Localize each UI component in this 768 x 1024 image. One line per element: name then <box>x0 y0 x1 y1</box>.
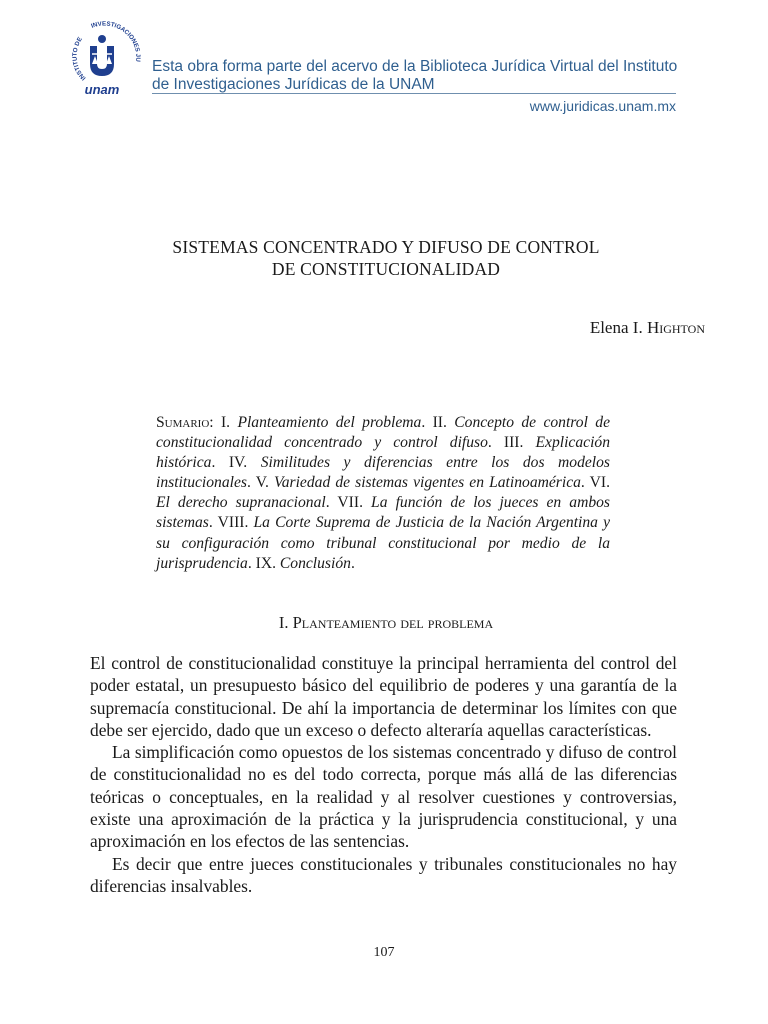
logo-arc-text-right: INVESTIGACIONES JU <box>90 20 142 63</box>
header-divider <box>152 93 676 94</box>
summary-item-num: I. <box>220 414 231 431</box>
summary-item-num: IX. <box>255 554 276 572</box>
summary-item-num: IV. <box>228 454 248 472</box>
unam-institute-logo <box>62 18 142 102</box>
summary-item-text: Planteamiento del problema <box>237 414 422 431</box>
summary-item-num: V. <box>255 474 269 492</box>
body-paragraph: La simplificación como opuestos de los sistemas concentrado y difuso de control de constitucionalidad no es del todo correcta, porque más allá de las diferencias teóricas o conceptuales, en la realidad y al resolver cuestiones y controversias, existe una aproximación de la práctica y la jurisprudencia constitucional, y una aproximación en los efectos de las sentencias. <box>90 742 677 852</box>
section-body <box>90 652 677 897</box>
author-given-name: Elena I. <box>589 318 643 337</box>
logo-emblem <box>90 35 114 76</box>
summary-item-text: Variedad de sistemas vigentes en Latinoamérica <box>273 474 581 492</box>
article-title-line2: DE CONSTITUCIONALIDAD <box>271 259 501 279</box>
summary-label: Sumario <box>156 414 210 431</box>
body-paragraph: Es decir que entre jueces constitucionales y tribunales constitucionales no hay diferencias insalvables. <box>90 853 677 896</box>
logo-arc-text-left: INSTITUTO DE <box>71 36 88 82</box>
section-heading: I. Planteamiento del problema <box>278 613 494 632</box>
summary-item-num: VI. <box>589 474 610 492</box>
summary-item-text: La función de los jueces en ambos sistemas <box>156 494 610 532</box>
summary-item-text: Conclusión <box>279 554 351 572</box>
logo-wordmark: unam <box>84 82 120 97</box>
page-number: 107 <box>373 945 395 960</box>
author-surname: Highton <box>646 318 705 337</box>
article-title-line1: SISTEMAS CONCENTRADO Y DIFUSO DE CONTROL <box>172 237 600 257</box>
header-notice-line1: Esta obra forma parte del acervo de la Biblioteca Jurídica Virtual del Instituto <box>152 58 678 75</box>
summary-item-text: Similitudes y diferencias entre los dos modelos institucionales <box>156 454 610 492</box>
summary-item-num: VIII. <box>217 514 249 532</box>
summary-item-num: II. <box>432 414 447 431</box>
body-paragraph: El control de constitucionalidad constituye la principal herramienta del control del poder estatal, un presupuesto básico del equilibrio de poderes y una garantía de la supremacía constitucional. De ahí la importancia de determinar los límites con que debe ser ejercido, dado que un exceso o defecto alteraría aquellas características. <box>90 653 677 740</box>
author-name <box>590 318 705 338</box>
article-title <box>120 236 652 280</box>
header-notice-line2: de Investigaciones Jurídicas de la UNAM <box>152 76 435 93</box>
header-notice <box>152 58 692 94</box>
summary-block: Sumario: I. Planteamiento del problema. II. Concepto de control de constitucionalidad concentrado y control difuso. III. Explicación histórica. IV. Similitudes y diferencias entre los dos modelos institucionales. V. Variedad de sistemas vigentes en Latinoamérica. VI. El derecho supranacional. VII. La función de los jueces en ambos sistemas. VIII. La Corte Suprema de Justicia de la Nación Argentina y su configuración como tribunal constitucional por medio de la jurisprudencia. IX. Conclusión. <box>156 414 610 572</box>
summary-item-text: El derecho supranacional <box>156 494 326 512</box>
summary-item-num: VII. <box>337 494 363 512</box>
summary-item-text: Concepto de control de constitucionalidad concentrado y control difuso <box>156 414 610 452</box>
header-url-link[interactable]: www.juridicas.unam.mx <box>529 98 676 114</box>
summary-item-text: Explicación histórica <box>156 434 610 472</box>
summary-item-text: La Corte Suprema de Justicia de la Nación Argentina y su configuración como tribunal constitucional por medio de la jurisprudencia <box>156 514 610 572</box>
summary-item-num: III. <box>503 434 524 452</box>
